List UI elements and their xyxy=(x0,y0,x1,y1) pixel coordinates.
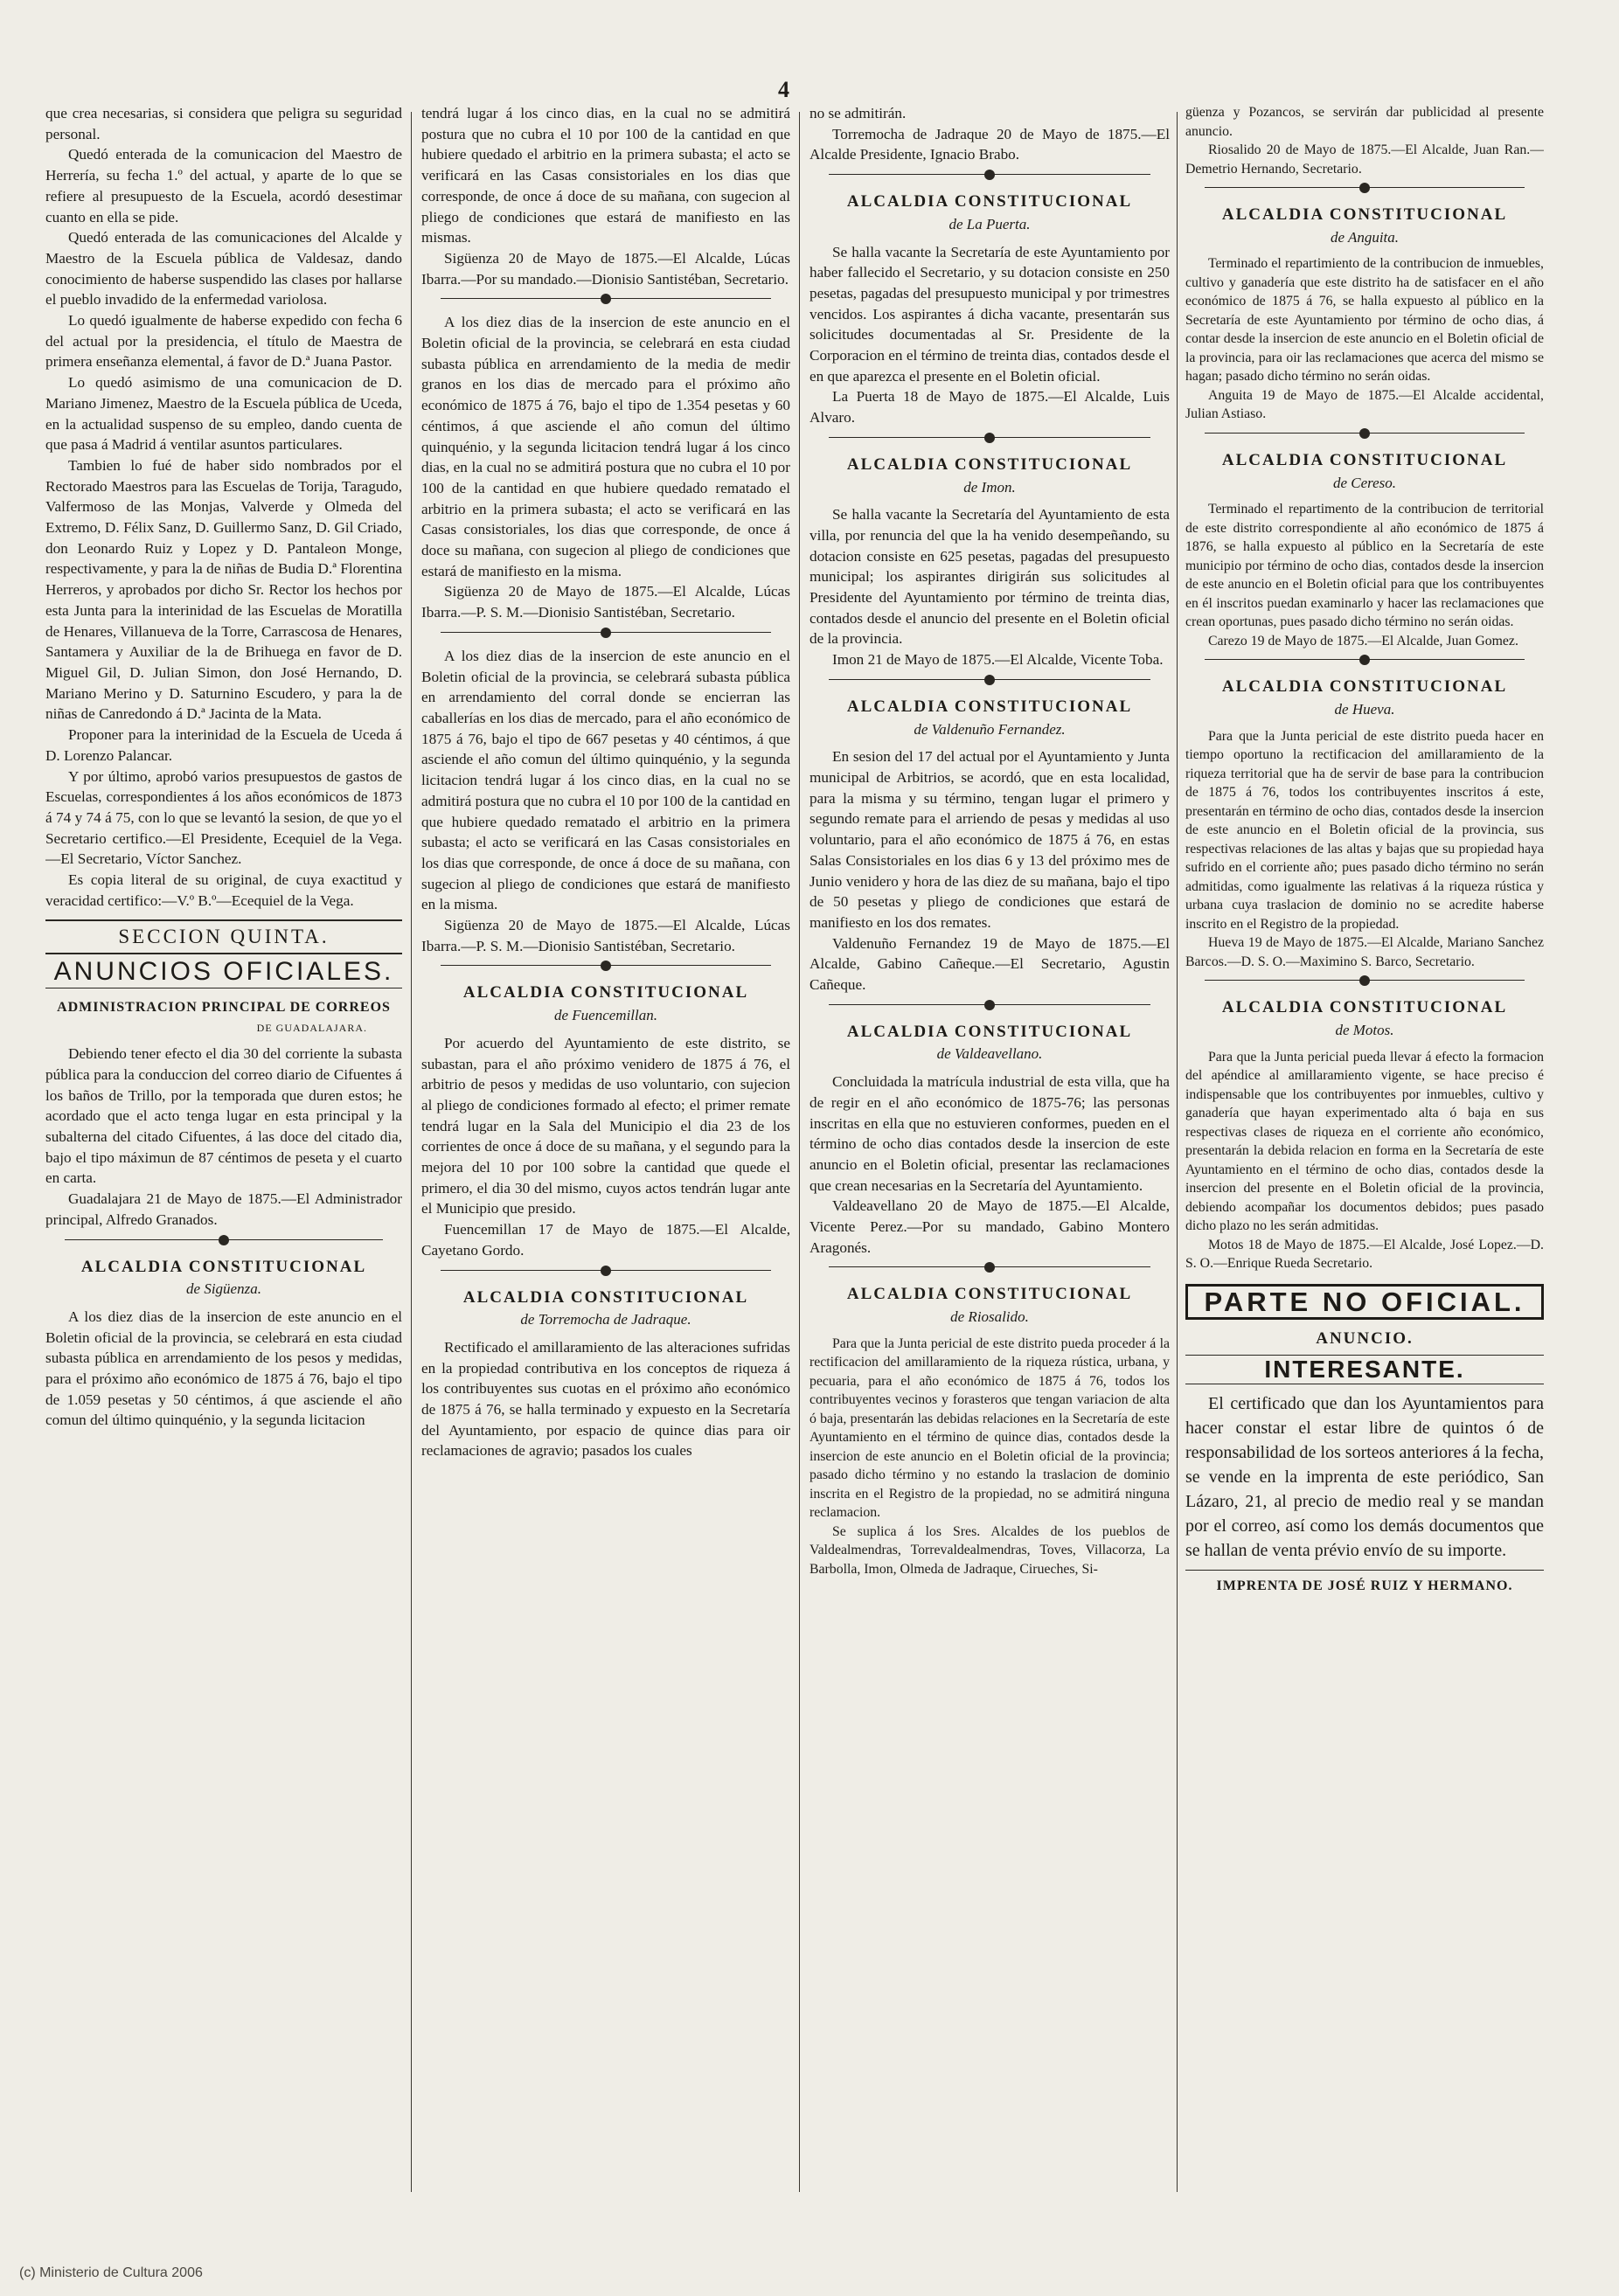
paragraph: A los diez dias de la insercion de este anuncio en el Boletin oficial de la provincia, se celebrará en esta ciudad subasta pública en arrendamiento de la media de medir granos en los dias de mercado para el próximo año económico de 1875 á 76, bajo el tipo de 1.354 pesetas y 60 céntimos, á que asciende el año comun del último quinquénio, y la segunda licitacion tendrá lugar á los cinco dias, en la cual no se admitirá postura que no cubra el 10 por 100 de la cantidad en que hubiere quedado rematado el arbitrio en la primera subasta; el acto se verificará en las Casas consistoriales, los dias que corresponde, de once á doce su mañana, con sugecion al pliego de condiciones que estará de manifiesto en la misma. xyxy=(421,314,790,579)
anuncios-oficiales-title: ANUNCIOS OFICIALES. xyxy=(45,961,402,988)
column-4 xyxy=(1185,103,1544,2192)
paragraph: Para que la Junta pericial de este distrito pueda hacer en tiempo oportuno la rectificacion del amillaramiento de la riqueza territorial que ha de servir de base para la contribucion de 1875 á 76, todos los contribuyentes inscritos á este, presentarán en término de ocho dias, contados desde la insercion de este anuncio en el Boletin oficial de la provincia, sus respectivas relaciones de las altas y bajas que su propiedad haya sufrido en el corriente año; pues pasado dicho término no serán admitidas, como igualmente las relativas á la riqueza rústica y urbana cuya traslacion de dominio no se acredite haberse inscrito en el Registro de la propiedad. xyxy=(1185,728,1544,932)
alcaldia-heading: ALCALDIA CONSTITUCIONAL xyxy=(846,454,1133,474)
paragraph: Se suplica á los Sres. Alcaldes de los pueblos de Valdealmendras, Torrevaldealmendras, Toves, Villacorza, La Barbolla, Imon, Olmeda de Jadraque, Cirueches, Si- xyxy=(810,1523,1170,1577)
paragraph: Quedó enterada de la comunicacion del Maestro de Herrería, su fecha 1.º del actual, y aparte de lo que se refiere al presupuesto de la Escuela, acordó desestimar cuanto en ella se pide. xyxy=(45,146,402,225)
column-rule xyxy=(411,112,412,2192)
section-heading: SECCION QUINTA. xyxy=(45,919,402,954)
paragraph: Por acuerdo del Ayuntamiento de este distrito, se subastan, para el año próximo venidero de 1875 á 76, el arbitrio de pesos y medidas de uso voluntario, con sujecion al pliego de condiciones formado al efecto; el primer remate tendrá lugar en la Sala del Municipio el dia 23 de los corrientes de once á doce de su mañana, y el segundo para la mejora del 10 por 100 sobre la cantidad que quede el primero, el dia 30 del mismo, cuyos actos tendrán lugar ante el Municipio que presido. xyxy=(421,1034,790,1217)
separator xyxy=(441,293,771,305)
copyright-notice: (c) Ministerio de Cultura 2006 xyxy=(19,2265,203,2280)
alcaldia-town: de Cereso. xyxy=(1332,474,1397,491)
paragraph: A los diez dias de la insercion de este anuncio en el Boletin oficial de la provincia, se celebrará en esta ciudad subasta pública en arrendamiento de los pesos y medidas, para el próximo año económico de 1875 á 76, bajo el tipo de 1.059 pesetas y 50 céntimos, á que asciende el año comun del último quinquénio, y la segunda licitacion xyxy=(45,1308,402,1429)
admin-subheading: DE GUADALAJARA. xyxy=(256,1021,367,1034)
paragraph: Lo quedó igualmente de haberse expedido con fecha 6 del actual por la presidencia, el título de Maestra de primera enseñanza elemental, á favor de D.ª Juana Pastor. xyxy=(45,312,402,371)
alcaldia-heading: ALCALDIA CONSTITUCIONAL xyxy=(462,1287,749,1307)
paragraph: En sesion del 17 del actual por el Ayuntamiento y Junta municipal de Arbitrios, se acordó, que en esta localidad, para la misma y su término, tengan lugar el primero y segundo remate para el arriendo de pesas y medidas al uso voluntario, para el año económico de 1875 á 76, en estas Salas Consistoriales en los dias 6 y 13 del próximo mes de Junio venidero y hora de las diez de su mañana, bajo el tipo de 50 pesetas y pliego de condiciones que estará de manifiesto en los dos remates. xyxy=(810,748,1170,931)
interesante-heading: INTERESANTE. xyxy=(1185,1355,1544,1384)
parte-no-oficial-heading: PARTE NO OFICIAL. xyxy=(1185,1284,1544,1321)
alcaldia-town: de Valdenuño Fernandez. xyxy=(914,720,1066,738)
paragraph: Se halla vacante la Secretaría del Ayuntamiento de esta villa, por renuncia del que la ha venido desempeñando, su dotacion consiste en 625 pesetas, pagadas del presupuesto municipal; los aspirantes dirigirán sus solicitudes al Presidente del Ayuntamiento por término de treinta dias, contados desde el anuncio del presente en el Boletin oficial de la provincia. xyxy=(810,506,1170,648)
anuncio-heading: ANUNCIO. xyxy=(1316,1329,1414,1349)
paragraph: tendrá lugar á los cinco dias, en la cual no se admitirá postura que no cubra el 10 por 100 de la cantidad en que hubiere quedado el arbitrio en la primera subasta; el acto se verificará en las Casas consistoriales en los dias que corresponde, de once á doce de su mañana, con sugecion al pliego de condiciones que estará de manifiesto en las mismas. xyxy=(421,105,790,246)
signature-line: Torremocha de Jadraque 20 de Mayo de 1875.—El Alcalde Presidente, Ignacio Brabo. xyxy=(810,125,1170,163)
alcaldia-heading: ALCALDIA CONSTITUCIONAL xyxy=(1221,998,1508,1017)
paragraph: Es copia literal de su original, de cuya exactitud y veracidad certifico:—V.º B.º—Ecequiel de la Vega. xyxy=(45,871,402,909)
paragraph: Terminado el repartimiento de la contribucion de inmuebles, cultivo y ganadería que este distrito ha de satisfacer en el año económico de 1875 á 76, se halla expuesto al público en la Secretaría de este Ayuntamiento por término de ocho dias, á contar desde la insercion de este anuncio en el Boletin oficial de la provincia, para oir las reclamaciones que acerca del mismo se hagan; pasado dicho término no serán oidas. xyxy=(1185,256,1544,385)
paragraph: A los diez dias de la insercion de este anuncio en el Boletin oficial de la provincia, se celebrará subasta pública en arrendamiento del corral donde se encierran las caballerías en los dias de mercado, para el año económico de 1875 á 76, bajo el tipo de 667 pesetas y 40 céntimos, á que asciende el año comun del último quinquénio, y la segunda licitacion tendrá lugar á los cinco dias, en la cual no se admitirá postura que no cubra el 10 por 100 de la cantidad en que hubiere quedado rematado el arbitrio en la primera subasta; el acto se verificará en las Casas consistoriales en los dias que corresponde, de once á doce de su mañana, con sugecion al pliego de condiciones que estará de manifiesto en la misma. xyxy=(421,647,790,913)
alcaldia-town: de Motos. xyxy=(1335,1021,1394,1038)
paragraph: que crea necesarias, si considera que peligra su seguridad personal. xyxy=(45,105,402,142)
paragraph: Quedó enterada de las comunicaciones del Alcalde y Maestro de la Escuela pública de Valdesaz, dando conocimiento de haberse suspendido las clases por hallarse el pueblo invadido de la enfermedad variolosa. xyxy=(45,229,402,309)
advertisement-text: El certificado que dan los Ayuntamientos para hacer constar el estar libre de quintos ó de responsabilidad de los sorteos anteriores á la fecha, se vende en la imprenta de este periódico, San Lázaro, 21, al precio de medio real y se mandan por el correo, así como los demás documentos que se hallan de venta prévio envío de su importe. xyxy=(1185,1393,1544,1560)
separator xyxy=(829,432,1150,444)
alcaldia-town: de Imon. xyxy=(963,478,1016,496)
signature-line: Carezo 19 de Mayo de 1875.—El Alcalde, Juan Gomez. xyxy=(1208,633,1518,649)
separator xyxy=(441,1265,771,1277)
paragraph: Debiendo tener efecto el dia 30 del corriente la subasta pública para la conduccion del correo diario de Cifuentes á los baños de Trillo, por la temporada que duren estos; he acordado que el acto tenga lugar en esta principal y la subalterna del citado Cifuentes, á las doce del citado dia, bajo el tipo máximun de 87 céntimos de peseta y el cuarto en carta. xyxy=(45,1045,402,1187)
paragraph: Se halla vacante la Secretaría de este Ayuntamiento por haber fallecido el Secretario, y su dotacion consiste en 250 pesetas, pagadas del presupuesto municipal y por trimestres vencidos. Los aspirantes á dicha vacante, presentarán sus solicitudes documentadas al Sr. Presidente de la Corporacion en el término de treinta dias, contados desde el en que aparezca el presente en el Boletin oficial. xyxy=(810,243,1170,385)
signature-line: Guadalajara 21 de Mayo de 1875.—El Administrador principal, Alfredo Granados. xyxy=(45,1190,402,1228)
separator xyxy=(829,1261,1150,1273)
separator xyxy=(829,999,1150,1011)
alcaldia-town: de Torremocha de Jadraque. xyxy=(520,1311,691,1328)
alcaldia-town: de Hueva. xyxy=(1334,701,1395,718)
separator xyxy=(441,627,771,639)
signature-line: Fuencemillan 17 de Mayo de 1875.—El Alcalde, Cayetano Gordo. xyxy=(421,1221,790,1259)
signature-line: Valdeavellano 20 de Mayo de 1875.—El Alcalde, Vicente Perez.—Por su mandado, Gabino Montero Aragonés. xyxy=(810,1197,1170,1256)
signature-line: Sigüenza 20 de Mayo de 1875.—El Alcalde, Lúcas Ibarra.—P. S. M.—Dionisio Santistéban, Secretario. xyxy=(421,583,790,621)
signature-line: La Puerta 18 de Mayo de 1875.—El Alcalde, Luis Alvaro. xyxy=(810,388,1170,427)
admin-heading: ADMINISTRACION PRINCIPAL DE CORREOS xyxy=(57,999,391,1015)
paragraph: no se admitirán. xyxy=(810,105,907,121)
paragraph: Para que la Junta pericial pueda llevar á efecto la formacion del apéndice al amillaramiento vigente, se hace preciso é indispensable que los contribuyentes por inmuebles, cultivo y ganadería que hayan experimentado alta ó baja en sus respectivas clases de riqueza en el corriente año económico, presentarán la debida relacion en forma en la Secretaría de este Ayuntamiento en el término de ocho dias, contados desde la insercion del presente en el Boletin oficial de la provincia, debiendo acompañar los documentos debidos; pues pasado dicho plazo no les serán admitidas. xyxy=(1185,1049,1544,1234)
paragraph: Para que la Junta pericial de este distrito pueda proceder á la rectificacion del amillaramiento de la riqueza rústica, urbana, y pecuaria, para el año económico de 1875 á 76, todos los contribuyentes vecinos y forasteros que tengan variacion de alta ó baja, presentarán las debidas relaciones en la Secretaría de este Ayuntamiento en el término de quince dias, contados desde la insercion de este anuncio en el Boletin oficial de la provincia; pasado dicho término y no estando la traslacion de dominio inscrita en el Registro de la propiedad, no se admitirá ninguna reclamacion. xyxy=(810,1335,1170,1521)
column-3 xyxy=(810,103,1170,2192)
separator xyxy=(1205,654,1525,666)
column-2 xyxy=(421,103,790,2192)
signature-line: Sigüenza 20 de Mayo de 1875.—El Alcalde, Lúcas Ibarra.—P. S. M.—Dionisio Santistéban, Secretario. xyxy=(421,917,790,954)
separator xyxy=(1205,975,1525,987)
signature-line: Imon 21 de Mayo de 1875.—El Alcalde, Vicente Toba. xyxy=(832,651,1164,669)
alcaldia-heading: ALCALDIA CONSTITUCIONAL xyxy=(462,983,749,1002)
page-number: 4 xyxy=(778,77,789,102)
signature-line: Motos 18 de Mayo de 1875.—El Alcalde, José Lopez.—D. S. O.—Enrique Rueda Secretario. xyxy=(1185,1237,1544,1272)
paragraph: Y por último, aprobó varios presupuestos de gastos de Escuelas, correspondientes á los años económicos de 1873 á 74 y 74 á 75, con lo que se levantó la sesion, de que yo el Secretario certifico.—El Presidente, Ecequiel de la Vega.—El Secretario, Víctor Sanchez. xyxy=(45,767,402,868)
alcaldia-heading: ALCALDIA CONSTITUCIONAL xyxy=(846,1285,1133,1304)
paragraph: Rectificado el amillaramiento de las alteraciones sufridas en la propiedad contributiva en los conceptos de riqueza á los contribuyentes sus cuotas en el próximo año económico de 1875 á 76, se halla terminado y expuesto en la Secretaría del Ayuntamiento, por espacio de quince dias para oir reclamaciones de agravio; pasados los cuales xyxy=(421,1338,790,1460)
alcaldia-heading: ALCALDIA CONSTITUCIONAL xyxy=(1221,677,1508,697)
paragraph: Lo quedó asimismo de una comunicacion de D. Mariano Jimenez, Maestro de la Escuela pública de Uceda, en la actualidad suspenso de su empleo, dando cuenta de que pasa á Madrid á ventilar asuntos particulares. xyxy=(45,374,402,454)
signature-line: Valdenuño Fernandez 19 de Mayo de 1875.—El Alcalde, Gabino Cañeque.—El Secretario, Agustin Cañeque. xyxy=(810,934,1170,994)
paragraph: Proponer para la interinidad de la Escuela de Uceda á D. Lorenzo Palancar. xyxy=(45,726,402,764)
separator xyxy=(829,674,1150,686)
separator xyxy=(1205,427,1525,440)
separator xyxy=(829,169,1150,181)
paragraph: Concluidada la matrícula industrial de esta villa, que ha de regir en el año económico de 1875-76; las personas inscritas en ella que no estuvieren conformes, pueden en el término de ocho dias contados desde la insercion de este anuncio en el Boletin oficial, presentar las reclamaciones que crean necesarias en la Secretaría del Ayuntamiento. xyxy=(810,1073,1170,1194)
alcaldia-heading: ALCALDIA CONSTITUCIONAL xyxy=(846,1022,1133,1041)
separator xyxy=(441,960,771,972)
signature-line: Sigüenza 20 de Mayo de 1875.—El Alcalde, Lúcas Ibarra.—Por su mandado.—Dionisio Santistéban, Secretario. xyxy=(421,249,790,288)
column-1 xyxy=(45,103,402,2192)
alcaldia-heading: ALCALDIA CONSTITUCIONAL xyxy=(846,192,1133,212)
paragraph: Terminado el repartimento de la contribucion de territorial de este distrito correspondiente al año económico de 1875 á 1876, se halla expuesto al público en la Secretaría de este municipio por término de ocho dias, contados desde la insercion de este anuncio en el Boletin oficial para que los contribuyentes en él inscritos puedan examinarlo y hacer las reclamaciones que crean oportunas, pues pasado dicho término no serán oidas. xyxy=(1185,502,1544,630)
alcaldia-town: de La Puerta. xyxy=(948,215,1031,232)
signature-line: Riosalido 20 de Mayo de 1875.—El Alcalde, Juan Ran.—Demetrio Hernando, Secretario. xyxy=(1185,142,1544,177)
separator xyxy=(65,1234,383,1246)
paragraph: Tambien lo fué de haber sido nombrados por el Rectorado Maestros para las Escuelas de Torija, Taragudo, Valfermoso de las Monjas, Valverde y Olmeda del Extremo, D. Félix Sanz, D. Guillermo Sanz, D. Gil Criado, don Leonardo Ruiz y Lopez y D. Pantaleon Monge, respectivamente, y para la de niñas de Budia D.ª Florentina Herreros, y aprobados por dicho Sr. Rector los hechos por esta Junta para la interinidad de las Escuelas de Moratilla de Henares, Villanueva de la Torre, Carrascosa de Henares, Santamera y Auxiliar de la de Brihuega en favor de D. Miguel Gil, D. Julian Simon, don José Hernando, D. Mariano Merino y D. Saturnino Escudero, y para la de niñas de Canredondo á D.ª Jacinta de la Mata. xyxy=(45,456,402,723)
column-rule xyxy=(1177,112,1178,2192)
alcaldia-heading: ALCALDIA CONSTITUCIONAL xyxy=(1221,450,1508,469)
alcaldia-town: de Fuencemillan. xyxy=(553,1007,657,1024)
printer-imprint: IMPRENTA DE JOSÉ RUIZ Y HERMANO. xyxy=(1185,1570,1544,1597)
alcaldia-town: de Valdeavellano. xyxy=(936,1045,1043,1063)
signature-line: Hueva 19 de Mayo de 1875.—El Alcalde, Mariano Sanchez Barcos.—D. S. O.—Maximino S. Barco, Secretario. xyxy=(1185,935,1544,969)
alcaldia-town: de Sigüenza. xyxy=(186,1280,261,1298)
alcaldia-town: de Anguita. xyxy=(1330,228,1400,246)
alcaldia-heading: ALCALDIA CONSTITUCIONAL xyxy=(846,697,1133,716)
paragraph: güenza y Pozancos, se servirán dar publicidad al presente anuncio. xyxy=(1185,105,1544,139)
separator xyxy=(1205,182,1525,194)
alcaldia-town: de Riosalido. xyxy=(950,1308,1029,1326)
alcaldia-heading: ALCALDIA CONSTITUCIONAL xyxy=(80,1257,367,1276)
alcaldia-heading: ALCALDIA CONSTITUCIONAL xyxy=(1221,205,1508,224)
signature-line: Anguita 19 de Mayo de 1875.—El Alcalde accidental, Julian Astiaso. xyxy=(1185,387,1544,422)
column-rule xyxy=(799,112,800,2192)
